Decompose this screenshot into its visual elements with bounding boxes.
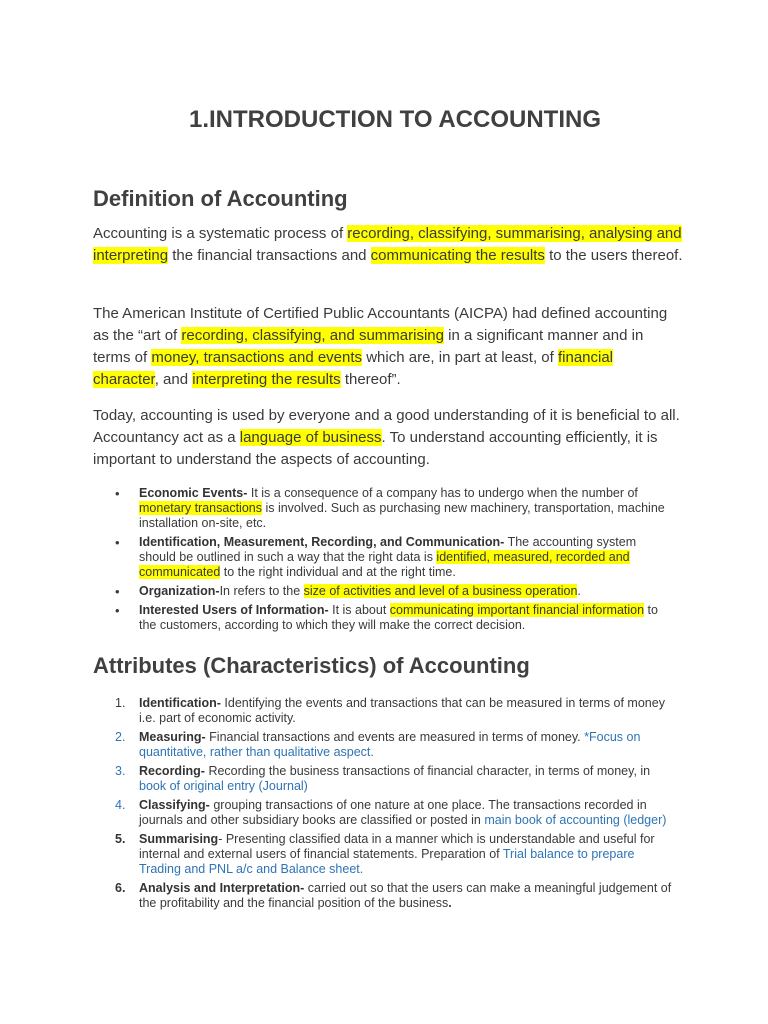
attributes-list [115,696,674,915]
text: . [577,584,581,598]
list-item [115,798,674,828]
definition-paragraph-1 [93,223,683,267]
list-item [139,584,674,599]
text: in a significant manner and in terms of [93,327,644,366]
attributes-heading: Attributes (Characteristics) of Accounting [93,653,530,678]
text: . [448,896,452,910]
highlighted-text: recording, classifying, and summarising [181,327,444,344]
item-term: Economic Events- [139,486,248,500]
item-term: Identification, Measurement, Recording, and Communication- [139,535,505,549]
blue-note: book of original entry (Journal) [139,779,308,793]
text: thereof”. [340,371,401,388]
highlighted-text: identified, measured, recorded and communicated [139,550,630,579]
item-term: Summarising [139,832,219,846]
highlighted-text: communicating the results [370,247,545,264]
text: . To understand accounting efficiently, it is important to understand the aspects of accounting. [93,429,658,468]
item-number: 4. [115,798,126,812]
list-item [115,832,674,877]
blue-note: *Focus on quantitative, rather than qualitative aspect. [139,730,641,759]
definition-paragraph-2 [93,303,683,391]
item-term: Classifying- [139,798,210,812]
highlighted-text: monetary transactions [139,501,262,515]
text: It is a consequence of a company has to undergo when the number of [247,486,638,500]
item-term: Measuring- [139,730,206,744]
item-term: Identification- [139,696,221,710]
text: In refers to the [219,584,304,598]
item-number: 3. [115,764,126,778]
definition-paragraph-3 [93,405,683,471]
page-title: 1.INTRODUCTION TO ACCOUNTING [189,106,601,133]
text: is involved. Such as purchasing new machinery, transportation, machine installation on-site, etc. [139,501,665,530]
blue-note: main book of accounting (ledger) [484,813,667,827]
list-item [115,696,674,726]
text: carried out so that the users can make a meaningful judgement of the profitability and the financial position of the business [139,881,672,910]
highlighted-text: interpreting the results [192,371,341,388]
text: , and [154,371,193,388]
text: Recording the business transactions of financial character, in terms of money, in [204,764,651,778]
highlighted-text: money, transactions and events [151,349,363,366]
text: which are, in part at least, of [362,349,558,366]
item-term: Analysis and Interpretation- [139,881,305,895]
text: - Presenting classified data in a manner which is understandable and useful for internal and external users of financial statements. Preparation of [139,832,655,861]
item-number: 6. [115,881,126,895]
text: Accounting is a systematic process of [93,225,348,242]
item-number: 5. [115,832,126,846]
text: It is about [328,603,390,617]
highlighted-text: recording, classifying, summarising, analysing and interpreting [93,225,682,264]
highlighted-text: language of business [239,429,382,446]
text: Today, accounting is used by everyone and a good understanding of it is beneficial to all. Accountancy act as a [93,407,680,446]
highlighted-text: size of activities and level of a business operation [303,584,578,598]
definition-heading: Definition of Accounting [93,186,348,211]
text: Identifying the events and transactions that can be measured in terms of money i.e. part of economic activity. [139,696,665,725]
list-item [139,603,674,633]
list-item [139,535,674,580]
list-item [115,730,674,760]
text: to the right individual and at the right time. [220,565,456,579]
list-item [115,881,674,911]
item-term: Interested Users of Information- [139,603,329,617]
text: to the customers, according to which they will make the correct decision. [139,603,658,632]
item-number: 2. [115,730,126,744]
aspects-list [139,486,674,637]
text: Financial transactions and events are measured in terms of money. [205,730,585,744]
list-item [115,764,674,794]
text: The accounting system should be outlined in such a way that the right data is [139,535,637,564]
list-item [139,486,674,531]
item-term: Organization- [139,584,220,598]
text: to the users thereof. [544,247,683,264]
highlighted-text: financial character [93,349,614,388]
text: grouping transactions of one nature at one place. The transactions recorded in journals and other subsidiary books are classified or posted in [139,798,647,827]
item-number: 1. [115,696,126,710]
item-term: Recording- [139,764,205,778]
text: the financial transactions and [168,247,371,264]
text: The American Institute of Certified Public Accountants (AICPA) had defined accounting as the “art of [93,305,668,344]
highlighted-text: communicating important financial information [389,603,645,617]
blue-note: Trial balance to prepare Trading and PNL a/c and Balance sheet. [139,847,635,876]
